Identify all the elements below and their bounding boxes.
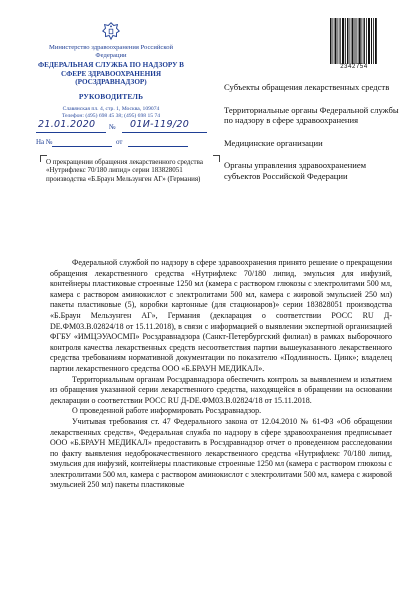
letterhead [36, 20, 186, 120]
letterhead-heading: РУКОВОДИТЕЛЬ [78, 92, 144, 102]
registration-line [36, 121, 211, 135]
from-label: от [116, 138, 123, 146]
recipient-item: Субъекты обращения лекарственных средств [224, 82, 390, 92]
body-paragraph: О проведенной работе информировать Росздравнадзор. [72, 406, 262, 416]
recipients-list [224, 82, 399, 194]
coat-of-arms-icon [100, 20, 122, 42]
handwritten-date: 21.01.2020 [38, 119, 96, 130]
handwritten-number: 01И-119/20 [130, 119, 190, 130]
body-paragraph: Территориальным органам Росздравнадзора обеспечить контроль за выявлением и изъятием из обращения указанной серии лекарственного средства, находящейся в обращении на основании декларации о соответствии РОСС RU Д-DE.ФМ03.В.02824/18 от 15.11.2018. [50, 374, 392, 405]
service-name: ФЕДЕРАЛЬНАЯ СЛУЖБА ПО НАДЗОРУ В СФЕРЕ ЗДРАВООХРАНЕНИЯ (РОСЗДРАВНАДЗОР) [38, 61, 184, 86]
subject-block [46, 158, 216, 183]
barcode-number: 2342754 [340, 64, 368, 70]
address-line: Славянская пл. 4, стр. 1, Москва, 109074 [62, 106, 160, 113]
date-underline [36, 132, 106, 133]
recipient-item: Медицинские организации [224, 137, 323, 148]
on-number-blank [52, 146, 112, 147]
number-label: № [109, 123, 116, 131]
subject-bracket-right [213, 155, 220, 162]
number-underline [122, 132, 207, 133]
ministry-name: Министерство здравоохранения Российской Федерации [48, 44, 174, 59]
barcode-icon [330, 18, 378, 64]
reference-line [36, 138, 216, 150]
letter-body [50, 258, 392, 491]
from-date-blank [128, 146, 188, 147]
on-number-label: На № [36, 138, 53, 146]
subject-bracket-left [40, 155, 47, 162]
body-paragraph: Учитывая требования ст. 47 Федерального закона от 12.04.2010 № 61-ФЗ «Об обращении лекарственных средств», Федеральная служба по надзору в сфере здравоохранения предписывает ООО «Б.БРАУН МЕДИКАЛ» предоставить в Росздравнадзор отчет о проведенном расследовании по факту выявления недоброкачественного лекарственного средства «Нутрифлекс 70/180 липид, эмульсия для инфузий, контейнеры пластиковые строенные 1250 мл (камера с раствором глюкозы с электролитами 500 мл, камера с раствором аминокислот с электролитами 500 мл, камера с жировой эмульсией 250 мл) пакеты пластиковые [50, 416, 392, 490]
recipient-item: Органы управления здравоохранением субъектов Российской Федерации [224, 160, 367, 181]
phone-line: Телефон: (495) 698 45 38; (495) 698 15 74 [61, 113, 161, 120]
body-paragraph: Федеральной службой по надзору в сфере здравоохранения принято решение о прекращении обращения лекарственного средства «Нутрифлекс 70/180 липид, эмульсия для инфузий, контейнеры пластиковые строенные 1250 мл (камера с раствором глюкозы с электролитами 500 мл, камера с раствором аминокислот с электролитами 500 мл, камера с жировой эмульсией 250 мл) пакеты пластиковые (5), коробки картонные (для стационаров)» серии 183828051 производства «Б.Браун Мельзунген АГ», Германия (декларация о соответствии РОСС RU Д-DE.ФМ03.В.02824/18 от 15.11.2018), в связи с информацией о выявлении экспертной организацией ФГБУ «ИМЦЭУАОСМП» Росздравнадзора (Санкт-Петербургский филиал) в рамках выборочного контроля качества лекарственных средств несоответствия партии вышеуказанного лекарственного средства требованиям нормативной документации по показателю «Подлинность. Цинк»; владелец партии лекарственного средства ООО «Б.БРАУН МЕДИКАЛ». [50, 258, 392, 373]
subject-text: О прекращении обращения лекарственного средства «Нутрифлекс 70/180 липид» серии 183828051 производства «Б.Браун Мельзунген АГ» (Германия) [46, 158, 203, 183]
recipient-item: Территориальные органы Федеральной службы по надзору в сфере здравоохранения [224, 104, 399, 126]
